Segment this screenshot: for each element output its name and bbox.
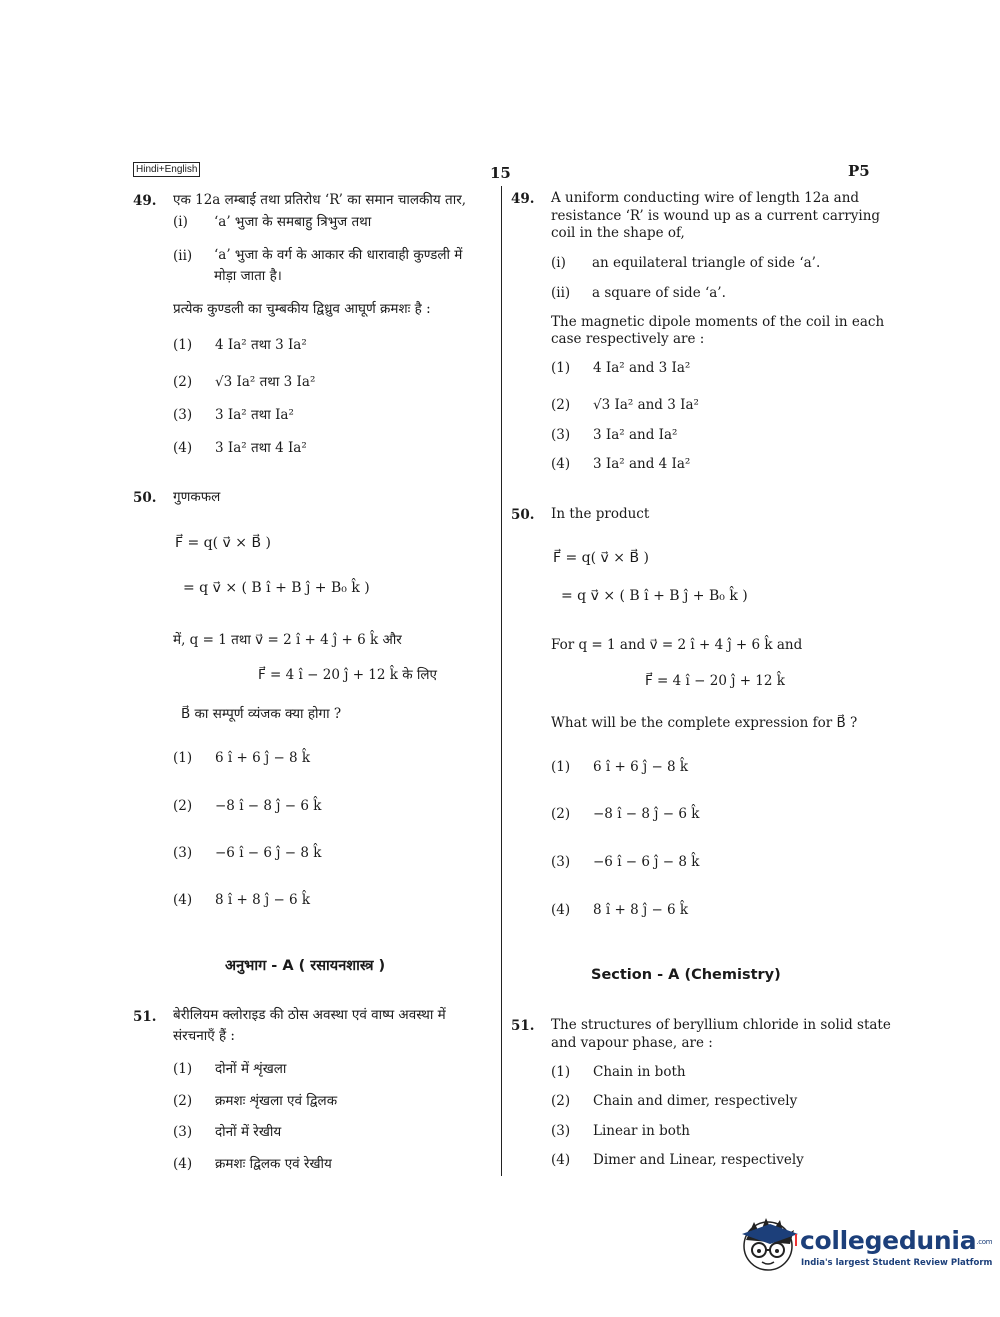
- option-number: (4): [173, 1156, 193, 1172]
- sub-item-text: मोड़ा जाता है।: [214, 268, 282, 284]
- option[interactable]: [173, 798, 321, 814]
- option-text: 3 Ia² and 4 Ia²: [593, 456, 691, 472]
- option-text: 6 î + 6 ĵ − 8 k̂: [215, 750, 311, 766]
- option[interactable]: [551, 1123, 690, 1139]
- option[interactable]: [551, 1093, 797, 1109]
- option-number: (3): [173, 1124, 193, 1140]
- option[interactable]: [173, 1122, 281, 1140]
- option-number: (4): [551, 902, 571, 918]
- question-stem: coil in the shape of,: [551, 225, 685, 241]
- option-number: (3): [173, 845, 193, 861]
- option-text: 3 Ia² and Ia²: [593, 427, 678, 443]
- question-stem: resistance ‘R’ is wound up as a current carrying: [551, 208, 881, 224]
- equation: = q v⃗ × ( B î + B ĵ + B₀ k̂ ): [183, 580, 370, 596]
- brand-name: collegedunia.com: [800, 1226, 993, 1255]
- question-ask: B⃗ का सम्पूर्ण व्यंजक क्या होगा ?: [181, 706, 342, 722]
- condition: For q = 1 and v⃗ = 2 î + 4 ĵ + 6 k̂ and: [551, 637, 803, 653]
- option-text: 4 Ia² and 3 Ia²: [593, 360, 691, 376]
- condition: F⃗ = 4 î − 20 ĵ + 12 k̂ के लिए: [258, 667, 438, 683]
- option-number: (2): [551, 806, 571, 822]
- option-text: दोनों में रेखीय: [215, 1124, 282, 1140]
- option-text: क्रमशः द्विलक एवं रेखीय: [215, 1156, 332, 1172]
- sub-item-text: an equilateral triangle of side ‘a’.: [592, 255, 821, 271]
- question-stem: संरचनाएँ हैं :: [173, 1028, 235, 1044]
- sub-item-number: (ii): [551, 285, 571, 301]
- condition: F⃗ = 4 î − 20 ĵ + 12 k̂: [645, 673, 785, 689]
- option[interactable]: [551, 902, 688, 918]
- question-ask: प्रत्येक कुण्डली का चुम्बकीय द्विध्रुव आघूर्ण क्रमशः है :: [173, 301, 431, 317]
- option-text: Chain and dimer, respectively: [593, 1093, 798, 1109]
- equation: F⃗ = q( v⃗ × B⃗ ): [553, 550, 649, 566]
- option-number: (3): [551, 1123, 571, 1139]
- option[interactable]: [173, 405, 294, 423]
- option[interactable]: [173, 1091, 337, 1109]
- option[interactable]: [173, 438, 307, 456]
- question-ask: What will be the complete expression for B⃗ ?: [551, 715, 858, 731]
- paper-code: P5: [848, 162, 870, 180]
- option-number: (4): [173, 892, 193, 908]
- option-text: Linear in both: [593, 1123, 690, 1139]
- option[interactable]: [173, 892, 310, 908]
- column-divider: [501, 186, 502, 1176]
- option-number: (1): [173, 337, 193, 353]
- option-text: 3 Ia² तथा Ia²: [215, 407, 294, 423]
- option-text: 8 î + 8 ĵ − 6 k̂: [593, 902, 689, 918]
- equation: = q v⃗ × ( B î + B ĵ + B₀ k̂ ): [561, 588, 748, 604]
- option-number: (1): [551, 360, 571, 376]
- option-text: Dimer and Linear, respectively: [593, 1152, 804, 1168]
- option[interactable]: [173, 845, 321, 861]
- option-text: 8 î + 8 ĵ − 6 k̂: [215, 892, 311, 908]
- option[interactable]: [551, 456, 690, 472]
- sub-item-number: (i): [551, 255, 566, 271]
- option[interactable]: [173, 1154, 332, 1172]
- option-number: (1): [551, 759, 571, 775]
- option-number: (4): [551, 1152, 571, 1168]
- option-number: (3): [173, 407, 193, 423]
- question-stem: गुणकफल: [173, 489, 221, 505]
- sub-item-number: (i): [173, 214, 188, 230]
- option-text: −8 î − 8 ĵ − 6 k̂: [593, 806, 700, 822]
- option-text: √3 Ia² and 3 Ia²: [593, 397, 699, 413]
- mascot-icon: [740, 1210, 800, 1280]
- sub-item-text: ‘a’ भुजा के वर्ग के आकार की धारावाही कुण्डली में: [214, 247, 463, 263]
- option-text: Chain in both: [593, 1064, 686, 1080]
- option[interactable]: [551, 427, 677, 443]
- question-stem: A uniform conducting wire of length 12a and: [551, 190, 860, 206]
- option[interactable]: [551, 854, 699, 870]
- option[interactable]: [551, 360, 690, 376]
- option[interactable]: [173, 372, 315, 390]
- sub-item-number: (ii): [173, 248, 193, 264]
- option-text: −8 î − 8 ĵ − 6 k̂: [215, 798, 322, 814]
- question-ask: case respectively are :: [551, 331, 705, 347]
- option-text: दोनों में शृंखला: [215, 1061, 287, 1077]
- question-number: 50.: [511, 507, 535, 523]
- option-number: (2): [551, 1093, 571, 1109]
- sub-item-text: ‘a’ भुजा के समबाहु त्रिभुज तथा: [214, 214, 372, 230]
- condition: में, q = 1 तथा v⃗ = 2 î + 4 ĵ + 6 k̂ और: [173, 632, 402, 648]
- question-stem: and vapour phase, are :: [551, 1035, 713, 1051]
- option-text: −6 î − 6 ĵ − 8 k̂: [593, 854, 700, 870]
- question-stem: एक 12a लम्बाई तथा प्रतिरोध ‘R’ का समान चालकीय तार,: [173, 192, 467, 208]
- language-label: Hindi+English: [133, 162, 200, 177]
- option-number: (1): [173, 1061, 193, 1077]
- section-heading: अनुभाग - A ( रसायनशास्त्र ): [225, 958, 386, 974]
- option-number: (3): [551, 427, 571, 443]
- option-number: (2): [551, 397, 571, 413]
- question-number: 50.: [133, 490, 157, 506]
- option-text: 4 Ia² तथा 3 Ia²: [215, 337, 307, 353]
- option[interactable]: [551, 1064, 686, 1080]
- option-number: (2): [173, 1093, 193, 1109]
- option[interactable]: [551, 397, 699, 413]
- question-number: 51.: [133, 1009, 157, 1025]
- section-heading: Section - A (Chemistry): [591, 967, 781, 983]
- option-number: (3): [551, 854, 571, 870]
- brand-tagline: India's largest Student Review Platform: [801, 1258, 993, 1268]
- option-number: (4): [173, 440, 193, 456]
- option[interactable]: [173, 750, 310, 766]
- option-number: (2): [173, 798, 193, 814]
- option[interactable]: [173, 1059, 286, 1077]
- question-number: 51.: [511, 1018, 535, 1034]
- option[interactable]: [551, 759, 688, 775]
- question-number: 49.: [511, 191, 535, 207]
- page-number: 15: [490, 164, 511, 182]
- question-number: 49.: [133, 193, 157, 209]
- option-number: (2): [173, 374, 193, 390]
- option-text: −6 î − 6 ĵ − 8 k̂: [215, 845, 322, 861]
- question-ask: The magnetic dipole moments of the coil in each: [551, 314, 885, 330]
- option[interactable]: [551, 1152, 804, 1168]
- equation: F⃗ = q( v⃗ × B⃗ ): [175, 535, 271, 551]
- option-number: (1): [551, 1064, 571, 1080]
- option[interactable]: [173, 335, 307, 353]
- sub-item-text: a square of side ‘a’.: [592, 285, 726, 301]
- option-text: क्रमशः शृंखला एवं द्विलक: [215, 1093, 338, 1109]
- option-number: (4): [551, 456, 571, 472]
- question-stem: बेरीलियम क्लोराइड की ठोस अवस्था एवं वाष्प अवस्था में: [173, 1007, 446, 1023]
- option[interactable]: [551, 806, 699, 822]
- option-text: 3 Ia² तथा 4 Ia²: [215, 440, 307, 456]
- question-stem: In the product: [551, 506, 650, 522]
- option-text: √3 Ia² तथा 3 Ia²: [215, 374, 316, 390]
- question-stem: The structures of beryllium chloride in solid state: [551, 1017, 891, 1033]
- option-text: 6 î + 6 ĵ − 8 k̂: [593, 759, 689, 775]
- option-number: (1): [173, 750, 193, 766]
